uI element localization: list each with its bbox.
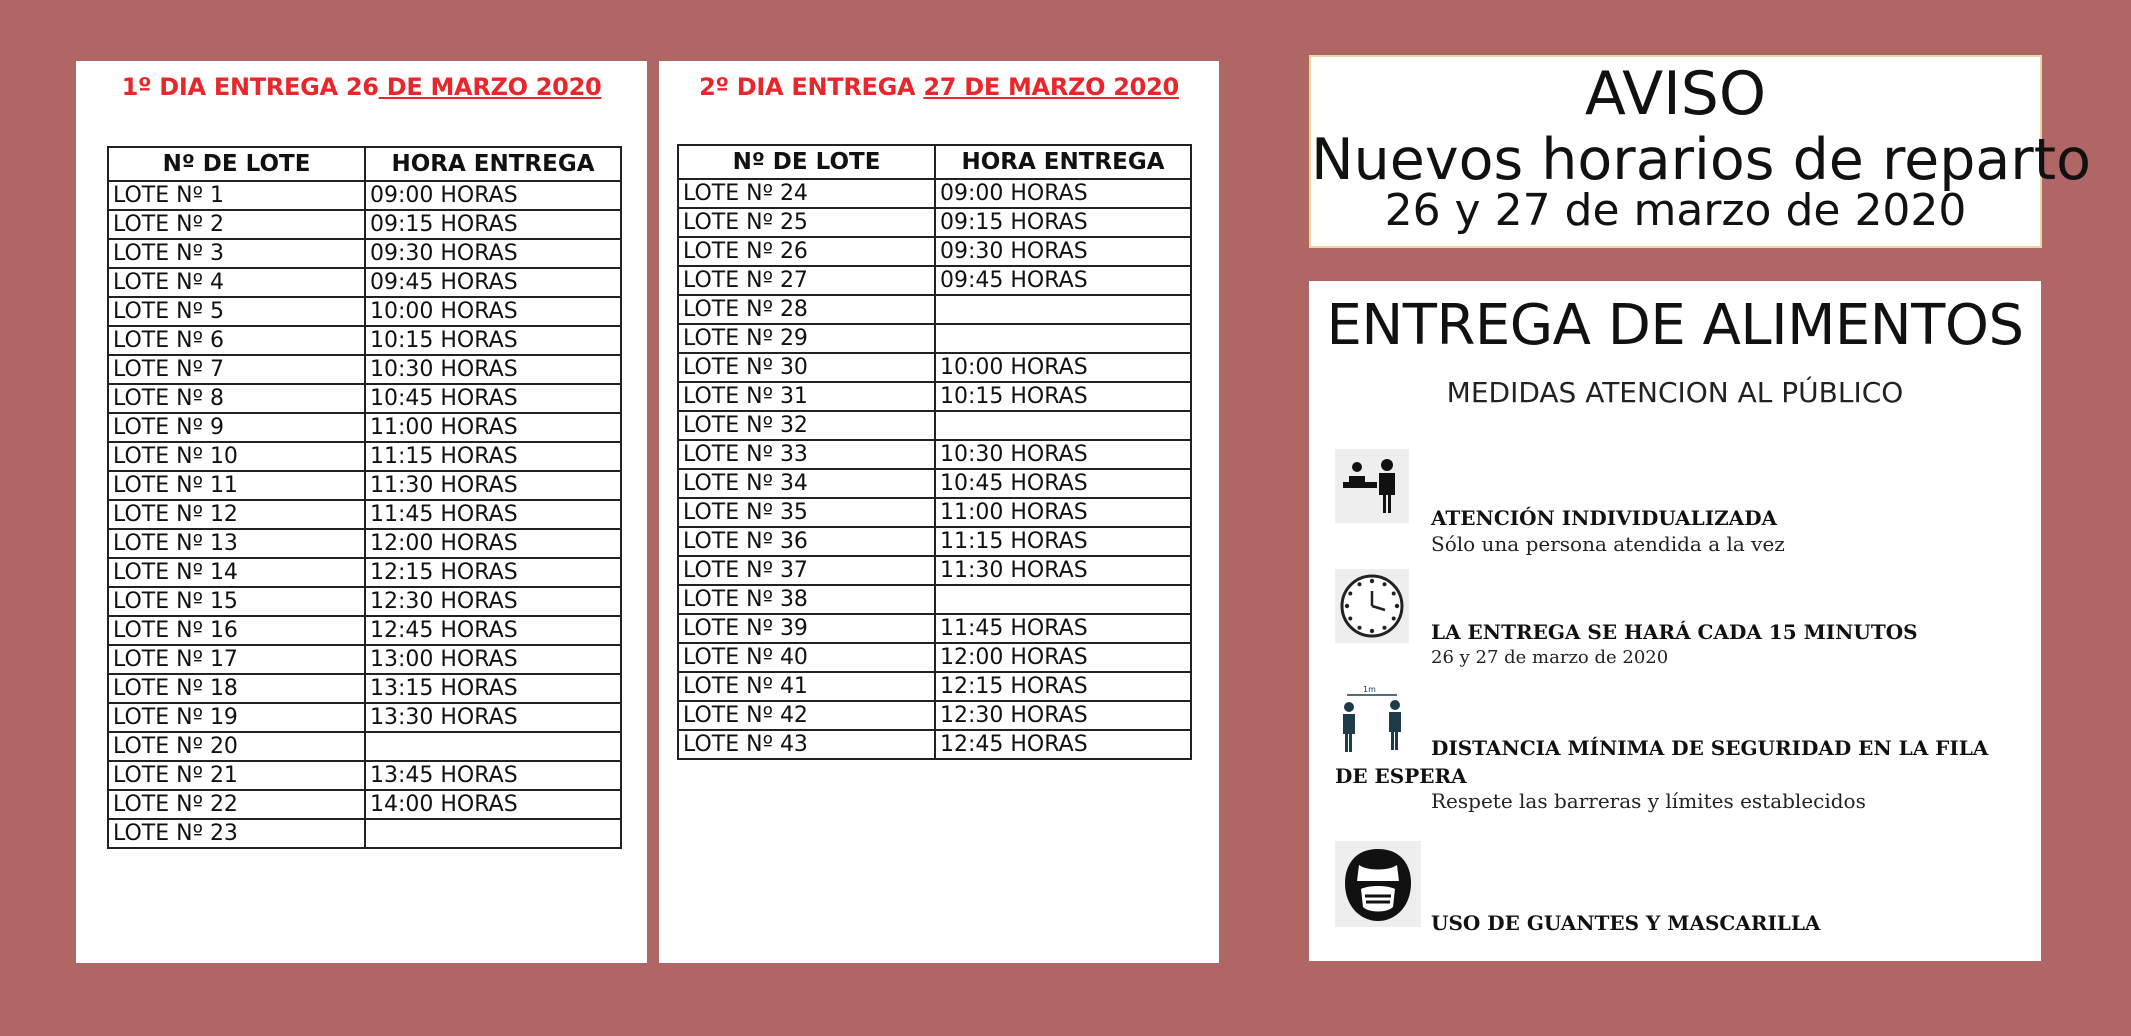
table-row: [678, 237, 1191, 266]
lote-cell: LOTE Nº 34: [678, 469, 935, 498]
hora-cell: 12:45 HORAS: [365, 616, 621, 645]
distance-label: 1m: [1363, 685, 1376, 694]
measures-poster: [1309, 281, 2041, 961]
poster-title: ENTREGA DE ALIMENTOS: [1326, 293, 2024, 358]
hora-cell: 09:00 HORAS: [935, 179, 1191, 208]
lote-cell: LOTE Nº 31: [678, 382, 935, 411]
table-row: [108, 761, 621, 790]
table-header-row: [678, 145, 1191, 179]
hora-cell: 13:00 HORAS: [365, 645, 621, 674]
hora-cell: 09:30 HORAS: [365, 239, 621, 268]
hora-cell: 09:30 HORAS: [935, 237, 1191, 266]
table-row: [678, 527, 1191, 556]
lote-cell: LOTE Nº 16: [108, 616, 365, 645]
hora-cell: 13:30 HORAS: [365, 703, 621, 732]
table-row: [678, 730, 1191, 759]
lote-cell: LOTE Nº 4: [108, 268, 365, 297]
table-row: [678, 469, 1191, 498]
table-row: [108, 297, 621, 326]
hora-cell: [365, 732, 621, 761]
hora-cell: 12:00 HORAS: [365, 529, 621, 558]
lote-cell: LOTE Nº 2: [108, 210, 365, 239]
table-row: [108, 384, 621, 413]
table-row: [108, 471, 621, 500]
hora-cell: 10:15 HORAS: [935, 382, 1191, 411]
table-row: [678, 498, 1191, 527]
lote-cell: LOTE Nº 32: [678, 411, 935, 440]
table-row: [108, 674, 621, 703]
table-row: [678, 556, 1191, 585]
lote-cell: LOTE Nº 36: [678, 527, 935, 556]
lote-column-header: Nº DE LOTE: [678, 145, 935, 179]
hora-cell: 10:30 HORAS: [365, 355, 621, 384]
hora-cell: 11:15 HORAS: [365, 442, 621, 471]
hora-cell: 10:30 HORAS: [935, 440, 1191, 469]
hora-cell: [935, 585, 1191, 614]
lote-cell: LOTE Nº 29: [678, 324, 935, 353]
table-row: [678, 208, 1191, 237]
lote-cell: LOTE Nº 22: [108, 790, 365, 819]
table-row: [678, 324, 1191, 353]
day2-schedule-panel: [659, 61, 1219, 963]
hora-cell: 14:00 HORAS: [365, 790, 621, 819]
hora-cell: 09:00 HORAS: [365, 181, 621, 210]
lote-cell: LOTE Nº 35: [678, 498, 935, 527]
table-row: [108, 819, 621, 848]
day1-title-prefix: 1º DIA ENTREGA 26: [121, 73, 379, 101]
table-row: [108, 587, 621, 616]
lote-cell: LOTE Nº 19: [108, 703, 365, 732]
hora-cell: 13:45 HORAS: [365, 761, 621, 790]
measure-title: ATENCIÓN INDIVIDUALIZADA: [1431, 506, 1778, 530]
table-row: [678, 614, 1191, 643]
hora-cell: 11:00 HORAS: [935, 498, 1191, 527]
day2-title-prefix: 2º DIA ENTREGA: [699, 73, 924, 101]
table-row: [678, 266, 1191, 295]
hora-cell: 10:45 HORAS: [935, 469, 1191, 498]
lote-cell: LOTE Nº 42: [678, 701, 935, 730]
table-row: [108, 413, 621, 442]
table-row: [108, 326, 621, 355]
lote-cell: LOTE Nº 3: [108, 239, 365, 268]
hora-cell: 12:15 HORAS: [365, 558, 621, 587]
measure-title: USO DE GUANTES Y MASCARILLA: [1431, 911, 1821, 935]
measure-description: Respete las barreras y límites establecidos: [1431, 789, 1866, 813]
hora-cell: 12:15 HORAS: [935, 672, 1191, 701]
hora-cell: 10:45 HORAS: [365, 384, 621, 413]
notice-box: [1309, 55, 2091, 248]
lote-cell: LOTE Nº 37: [678, 556, 935, 585]
hora-cell: 11:30 HORAS: [935, 556, 1191, 585]
table-row: [108, 239, 621, 268]
hora-cell: 11:15 HORAS: [935, 527, 1191, 556]
hora-cell: 10:00 HORAS: [935, 353, 1191, 382]
hora-cell: [935, 324, 1191, 353]
day2-lot-table: [677, 144, 1192, 760]
hora-cell: 12:30 HORAS: [365, 587, 621, 616]
lote-cell: LOTE Nº 6: [108, 326, 365, 355]
lote-cell: LOTE Nº 28: [678, 295, 935, 324]
hora-cell: 11:30 HORAS: [365, 471, 621, 500]
lote-cell: LOTE Nº 41: [678, 672, 935, 701]
lote-cell: LOTE Nº 5: [108, 297, 365, 326]
table-row: [108, 210, 621, 239]
table-row: [108, 181, 621, 210]
hora-cell: 12:30 HORAS: [935, 701, 1191, 730]
table-row: [108, 355, 621, 384]
lote-cell: LOTE Nº 14: [108, 558, 365, 587]
table-row: [108, 558, 621, 587]
hora-cell: 11:00 HORAS: [365, 413, 621, 442]
mask-icon: [1335, 841, 1421, 927]
table-row: [108, 268, 621, 297]
hora-cell: 12:45 HORAS: [935, 730, 1191, 759]
measure-title: DISTANCIA MÍNIMA DE SEGURIDAD EN LA FILA DE ESPERA: [1335, 736, 1989, 788]
lote-cell: LOTE Nº 1: [108, 181, 365, 210]
day2-title: [659, 73, 1219, 101]
hora-cell: [935, 295, 1191, 324]
hora-cell: 12:00 HORAS: [935, 643, 1191, 672]
lote-cell: LOTE Nº 23: [108, 819, 365, 848]
lote-cell: LOTE Nº 13: [108, 529, 365, 558]
day1-schedule-panel: [76, 61, 647, 963]
table-row: [678, 411, 1191, 440]
day1-lot-table: [107, 146, 622, 849]
table-row: [678, 295, 1191, 324]
lote-cell: LOTE Nº 27: [678, 266, 935, 295]
lote-cell: LOTE Nº 9: [108, 413, 365, 442]
table-row: [678, 643, 1191, 672]
table-row: [678, 179, 1191, 208]
hora-cell: 09:15 HORAS: [365, 210, 621, 239]
hora-cell: 11:45 HORAS: [935, 614, 1191, 643]
lote-cell: LOTE Nº 25: [678, 208, 935, 237]
notice-subheading: Nuevos horarios de reparto: [1311, 127, 2091, 193]
hora-cell: [365, 819, 621, 848]
lote-cell: LOTE Nº 20: [108, 732, 365, 761]
table-row: [108, 703, 621, 732]
table-row: [108, 645, 621, 674]
table-row: [678, 701, 1191, 730]
table-row: [678, 353, 1191, 382]
hora-cell: 09:45 HORAS: [935, 266, 1191, 295]
lote-cell: LOTE Nº 30: [678, 353, 935, 382]
reception-icon: [1335, 449, 1409, 523]
lote-column-header: Nº DE LOTE: [108, 147, 365, 181]
hora-cell: 09:15 HORAS: [935, 208, 1191, 237]
lote-cell: LOTE Nº 39: [678, 614, 935, 643]
table-row: [678, 672, 1191, 701]
lote-cell: LOTE Nº 12: [108, 500, 365, 529]
lote-cell: LOTE Nº 33: [678, 440, 935, 469]
lote-cell: LOTE Nº 43: [678, 730, 935, 759]
table-row: [108, 732, 621, 761]
lote-cell: LOTE Nº 7: [108, 355, 365, 384]
hora-cell: 13:15 HORAS: [365, 674, 621, 703]
table-row: [108, 529, 621, 558]
hora-column-header: HORA ENTREGA: [935, 145, 1191, 179]
hora-column-header: HORA ENTREGA: [365, 147, 621, 181]
day1-title-date: DE MARZO 2020: [378, 73, 602, 101]
lote-cell: LOTE Nº 24: [678, 179, 935, 208]
day1-title: [76, 73, 647, 101]
lote-cell: LOTE Nº 11: [108, 471, 365, 500]
hora-cell: 10:15 HORAS: [365, 326, 621, 355]
clock-icon: [1335, 569, 1409, 643]
lote-cell: LOTE Nº 26: [678, 237, 935, 266]
table-row: [108, 500, 621, 529]
lote-cell: LOTE Nº 15: [108, 587, 365, 616]
lote-cell: LOTE Nº 17: [108, 645, 365, 674]
table-row: [678, 585, 1191, 614]
measure-description: 26 y 27 de marzo de 2020: [1431, 647, 1669, 668]
lote-cell: LOTE Nº 38: [678, 585, 935, 614]
hora-cell: [935, 411, 1191, 440]
table-row: [108, 442, 621, 471]
lote-cell: LOTE Nº 10: [108, 442, 365, 471]
hora-cell: 10:00 HORAS: [365, 297, 621, 326]
hora-cell: 09:45 HORAS: [365, 268, 621, 297]
table-header-row: [108, 147, 621, 181]
lote-cell: LOTE Nº 8: [108, 384, 365, 413]
table-row: [108, 616, 621, 645]
day2-title-date: 27 DE MARZO 2020: [923, 73, 1179, 101]
measure-description: Sólo una persona atendida a la vez: [1431, 532, 1785, 556]
notice-dates: 26 y 27 de marzo de 2020: [1384, 185, 1967, 236]
poster-subtitle: MEDIDAS ATENCION AL PÚBLICO: [1446, 376, 1904, 409]
hora-cell: 11:45 HORAS: [365, 500, 621, 529]
notice-heading: AVISO: [1584, 59, 1767, 129]
lote-cell: LOTE Nº 21: [108, 761, 365, 790]
table-row: [678, 440, 1191, 469]
lote-cell: LOTE Nº 18: [108, 674, 365, 703]
table-row: [108, 790, 621, 819]
measure-title: LA ENTREGA SE HARÁ CADA 15 MINUTOS: [1431, 620, 1918, 644]
table-row: [678, 382, 1191, 411]
lote-cell: LOTE Nº 40: [678, 643, 935, 672]
